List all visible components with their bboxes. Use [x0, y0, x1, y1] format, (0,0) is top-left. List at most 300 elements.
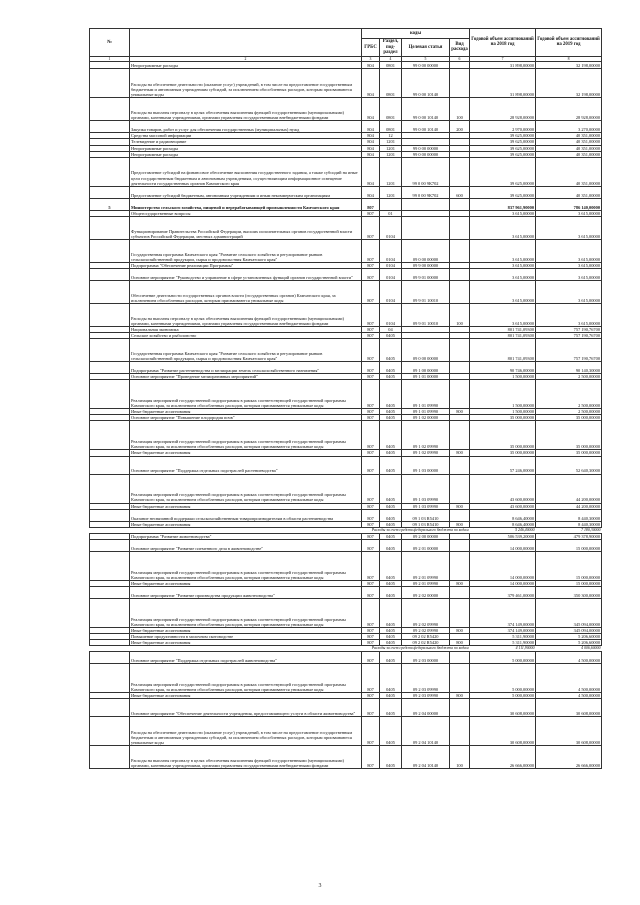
- cell-razdel: [380, 198, 402, 210]
- cell-name: Средства массовой информации: [130, 133, 362, 139]
- col-number: 5: [402, 56, 450, 62]
- table-row: [90, 198, 602, 210]
- cell-grbs: 807: [362, 333, 380, 339]
- cell-cst: 09 9 00 00000: [402, 262, 450, 268]
- cell-2018: 26 666,00000: [470, 746, 536, 769]
- cell-2018: 801 741,09300: [470, 339, 536, 362]
- cell-vr: 800: [450, 640, 470, 646]
- cell-razdel: 0104: [380, 216, 402, 239]
- cell-razdel: 0405: [380, 521, 402, 527]
- table-row: [90, 509, 602, 521]
- cell-name: Основное мероприятие "Развитие племенного дела в животноводстве": [130, 539, 362, 551]
- cell-vr: 800: [450, 693, 470, 699]
- cell-vr: 100: [450, 303, 470, 326]
- cell-vr: [450, 474, 470, 503]
- cell-num: [90, 746, 130, 769]
- cell-cst: 09 1 02 00000: [402, 415, 450, 421]
- cell-cst: 09 2 02 09990: [402, 627, 450, 633]
- cell-2018: 3 615,00000: [470, 280, 536, 303]
- cell-cst: 09 2 01 00000: [402, 539, 450, 551]
- cell-cst: 09 9 01 10010: [402, 303, 450, 326]
- cell-2018: 8 646,40000: [470, 521, 536, 527]
- cell-2019: 15 000,00000: [536, 580, 602, 586]
- cell-2019: 345 094,00000: [536, 627, 602, 633]
- col-number: 2: [130, 56, 362, 62]
- cell-razdel: 0405: [380, 339, 402, 362]
- cell-cst: 09 2 02 R5420: [402, 640, 450, 646]
- header-grbs: ГРБС: [362, 39, 380, 57]
- cell-cst: 09 9 01 10010: [402, 280, 450, 303]
- table-row: [90, 586, 602, 598]
- cell-2019: 30 608,00000: [536, 699, 602, 717]
- cell-grbs: 804: [362, 157, 380, 186]
- cell-cst: 99 0 00 10140: [402, 121, 450, 133]
- cell-grbs: 807: [362, 664, 380, 693]
- cell-cst: 09 2 04 10140: [402, 717, 450, 746]
- cell-grbs: 804: [362, 98, 380, 121]
- col-number: 4: [380, 56, 402, 62]
- cell-2018: 1 500,00000: [470, 374, 536, 380]
- cell-cst: 09 0 00 00000: [402, 339, 450, 362]
- cell-name: Подпрограмма "Обеспечение реализации Программы": [130, 262, 362, 268]
- cell-2019: 2 500,00000: [536, 409, 602, 415]
- cell-razdel: 0405: [380, 580, 402, 586]
- cell-2019: 757 190,76700: [536, 339, 602, 362]
- cell-num: [90, 303, 130, 326]
- header-cst: Целевая статья: [402, 39, 450, 57]
- cell-name: Основное мероприятие "Развитие производства продукции животноводства": [130, 586, 362, 598]
- cell-name: Основное мероприятие "Поддержка отдельных подотраслей животноводства": [130, 652, 362, 664]
- table-row: [90, 339, 602, 362]
- cell-num: [90, 456, 130, 474]
- cell-2018: 379 461,00000: [470, 586, 536, 598]
- table-row: [90, 216, 602, 239]
- cell-vr: 600: [450, 186, 470, 198]
- cell-2019: 5 206,60000: [536, 634, 602, 640]
- cell-grbs: 807: [362, 533, 380, 539]
- header-name: [130, 29, 362, 57]
- cell-name: Обеспечение деятельности государственных органов власти (государственных органов) Камчатского края, за исключением обособленных расходов, которым присваиваются уникальные коды: [130, 280, 362, 303]
- note-label: Расходы за счет средств федерального бюджета по кодам: [371, 527, 469, 532]
- table-row: [90, 551, 602, 580]
- cell-2018: 2 970,00000: [470, 121, 536, 133]
- cell-cst: 09 1 01 00000: [402, 374, 450, 380]
- cell-vr: [450, 598, 470, 627]
- cell-name: Расходы на обеспечение деятельности (оказание услуг) учреждений, в том числе на предоставление государственным бюджетным и автономным учреждениям субсидий, за исключением обособленных расходов, которым присваиваются уникальные коды: [130, 69, 362, 98]
- cell-name: Расходы на выплаты персоналу в целях обеспечения выполнения функций государственными (муниципальными) органами, казенными учреждениями, органами управления государственными внебюджетными фондами: [130, 746, 362, 769]
- cell-name: Иные бюджетные ассигнования: [130, 640, 362, 646]
- cell-num: [90, 509, 130, 521]
- cell-grbs: 807: [362, 598, 380, 627]
- cell-razdel: 0104: [380, 262, 402, 268]
- cell-cst: 99 0 00 9К702: [402, 186, 450, 198]
- cell-cst: 09 2 02 R5420: [402, 634, 450, 640]
- cell-vr: [450, 509, 470, 521]
- cell-grbs: 807: [362, 503, 380, 509]
- cell-vr: 800: [450, 521, 470, 527]
- cell-vr: 800: [450, 450, 470, 456]
- cell-cst: 09 2 02 00000: [402, 586, 450, 598]
- cell-name: Основное мероприятие "Поддержка отдельных подотраслей растениеводства": [130, 456, 362, 474]
- note-value-2018: 4 111,90000: [470, 646, 536, 652]
- cell-razdel: 0104: [380, 239, 402, 262]
- col-number: 8: [536, 56, 602, 62]
- cell-name: Иные бюджетные ассигнования: [130, 521, 362, 527]
- budget-table: [89, 28, 602, 769]
- cell-grbs: 807: [362, 551, 380, 580]
- cell-razdel: 0405: [380, 586, 402, 598]
- cell-grbs: 807: [362, 693, 380, 699]
- cell-grbs: 807: [362, 326, 380, 332]
- cell-cst: 09 1 01 09990: [402, 380, 450, 409]
- cell-2018: 5 000,00000: [470, 664, 536, 693]
- cell-razdel: 0405: [380, 539, 402, 551]
- cell-2019: 15 000,00000: [536, 539, 602, 551]
- cell-grbs: 807: [362, 216, 380, 239]
- table-row: [90, 717, 602, 746]
- cell-2018: 374 149,00000: [470, 627, 536, 633]
- cell-2019: 757 190,76700: [536, 333, 602, 339]
- cell-num: [90, 474, 130, 503]
- cell-cst: 09 1 03 R5410: [402, 521, 450, 527]
- cell-2019: 26 666,00000: [536, 746, 602, 769]
- cell-2019: 90 140,30000: [536, 362, 602, 374]
- cell-razdel: 0405: [380, 474, 402, 503]
- cell-2019: 15 000,00000: [536, 551, 602, 580]
- cell-cst: 09 2 04 00000: [402, 699, 450, 717]
- cell-num: [90, 98, 130, 121]
- cell-num: [90, 239, 130, 262]
- header-vr: Вид расхода: [450, 39, 470, 57]
- cell-2019: 8 440,30000: [536, 521, 602, 527]
- cell-cst: 09 9 01 00000: [402, 268, 450, 280]
- cell-2018: 1 500,00000: [470, 409, 536, 415]
- cell-2019: 3 615,00000: [536, 268, 602, 280]
- cell-cst: 09 0 00 00000: [402, 239, 450, 262]
- note-value-2018: 5 246,40000: [470, 527, 536, 533]
- cell-razdel: 1201: [380, 186, 402, 198]
- table-row: [90, 303, 602, 326]
- cell-cst: 09 1 01 09990: [402, 409, 450, 415]
- cell-2018: 43 600,00000: [470, 474, 536, 503]
- cell-2019: 40 351,00000: [536, 133, 602, 139]
- cell-vr: 100: [450, 746, 470, 769]
- cell-2019: 3 615,00000: [536, 262, 602, 268]
- cell-razdel: 0405: [380, 509, 402, 521]
- cell-cst: 99 0 00 9К702: [402, 157, 450, 186]
- cell-2018: 5 000,00000: [470, 652, 536, 664]
- cell-2018: 801 741,09300: [470, 333, 536, 339]
- cell-vr: 800: [450, 580, 470, 586]
- cell-2019: 40 351,00000: [536, 186, 602, 198]
- cell-grbs: 804: [362, 145, 380, 151]
- cell-2019: 4 500,00000: [536, 664, 602, 693]
- cell-name: Иные бюджетные ассигнования: [130, 627, 362, 633]
- cell-num: [90, 664, 130, 693]
- cell-grbs: 807: [362, 421, 380, 450]
- cell-grbs: 807: [362, 509, 380, 521]
- cell-razdel: 0405: [380, 664, 402, 693]
- cell-num: [90, 69, 130, 98]
- cell-name: Функционирование Правительства Российской Федерации, высших исполнительных органов государственной власти субъектов Российской Федерации, местных администраций: [130, 216, 362, 239]
- cell-razdel: 0405: [380, 746, 402, 769]
- cell-grbs: 807: [362, 303, 380, 326]
- cell-vr: [450, 268, 470, 280]
- table-row: [90, 239, 602, 262]
- cell-name: Иные бюджетные ассигнования: [130, 409, 362, 415]
- cell-name: Общегосударственные вопросы: [130, 210, 362, 216]
- cell-num: 5: [90, 198, 130, 210]
- cell-2018: 28 928,00000: [470, 98, 536, 121]
- table-body: [90, 62, 602, 769]
- cell-2018: 3 615,00000: [470, 239, 536, 262]
- cell-grbs: 807: [362, 746, 380, 769]
- cell-name: Реализация мероприятий государственной подпрограммы в рамках соответствующей государственной программы Камчатского края, за исключением обособленных расходов, которым присваиваются уникальные коды: [130, 474, 362, 503]
- cell-grbs: 807: [362, 717, 380, 746]
- header-codes: коды: [362, 29, 470, 39]
- cell-vr: 800: [450, 627, 470, 633]
- cell-razdel: 0405: [380, 598, 402, 627]
- table-row: [90, 746, 602, 769]
- cell-vr: [450, 239, 470, 262]
- cell-vr: 200: [450, 121, 470, 133]
- cell-razdel: 0405: [380, 374, 402, 380]
- cell-num: [90, 598, 130, 627]
- table-row: [90, 456, 602, 474]
- cell-name: Иные бюджетные ассигнования: [130, 503, 362, 509]
- cell-name: Закупка товаров, работ и услуг для обеспечения государственных (муниципальных) нужд: [130, 121, 362, 133]
- cell-vr: 800: [450, 409, 470, 415]
- cell-razdel: 0405: [380, 717, 402, 746]
- cell-num: [90, 62, 130, 69]
- cell-cst: [402, 216, 450, 239]
- cell-grbs: 807: [362, 362, 380, 374]
- cell-num: [90, 339, 130, 362]
- cell-grbs: 807: [362, 380, 380, 409]
- cell-name: Иные бюджетные ассигнования: [130, 580, 362, 586]
- table-row: [90, 280, 602, 303]
- col-number: 3: [362, 56, 380, 62]
- cell-2019: 35 000,00000: [536, 450, 602, 456]
- cell-2018: 3 615,00000: [470, 268, 536, 280]
- header-razdel: Раздел, под-раздел: [380, 39, 402, 57]
- cell-grbs: 807: [362, 262, 380, 268]
- cell-grbs: 804: [362, 69, 380, 98]
- cell-cst: 99 0 00 10140: [402, 98, 450, 121]
- cell-vr: 100: [450, 98, 470, 121]
- cell-razdel: 0405: [380, 640, 402, 646]
- table-row: [90, 380, 602, 409]
- cell-2018: 30 608,00000: [470, 717, 536, 746]
- cell-grbs: 807: [362, 374, 380, 380]
- cell-name: Расходы на выплаты персоналу в целях обеспечения выполнения функций государственными (муниципальными) органами, казенными учреждениями, органами управления государственными внебюджетными фондами: [130, 98, 362, 121]
- cell-cst: 99 0 00 00000: [402, 145, 450, 151]
- budget-page: [89, 28, 601, 769]
- cell-2019: 32 198,00000: [536, 69, 602, 98]
- page-number: 3: [318, 883, 322, 889]
- cell-razdel: 0405: [380, 456, 402, 474]
- cell-grbs: 807: [362, 539, 380, 551]
- cell-name: Оказание несвязанной поддержки сельскохозяйственным товаропроизводителям в области растениеводства: [130, 509, 362, 521]
- cell-cst: 09 2 03 09990: [402, 693, 450, 699]
- cell-grbs: 807: [362, 586, 380, 598]
- cell-num: [90, 362, 130, 374]
- cell-2018: 39 625,00000: [470, 145, 536, 151]
- cell-2019: 35 000,00000: [536, 415, 602, 421]
- cell-razdel: 0405: [380, 362, 402, 374]
- cell-2019: 3 615,00000: [536, 216, 602, 239]
- cell-name: Основное мероприятие "Проведение мелиоративных мероприятий": [130, 374, 362, 380]
- cell-vr: [450, 69, 470, 98]
- cell-grbs: 807: [362, 627, 380, 633]
- cell-name: Предоставление субсидий бюджетным, автономным учреждениям и иным некоммерческим организациям: [130, 186, 362, 198]
- cell-cst: 09 1 03 R5410: [402, 509, 450, 521]
- cell-cst: 09 1 02 09990: [402, 450, 450, 456]
- cell-grbs: 807: [362, 699, 380, 717]
- cell-2019: 32 198,00000: [536, 62, 602, 69]
- cell-cst: 09 2 02 09990: [402, 598, 450, 627]
- cell-2019: 3 615,00000: [536, 303, 602, 326]
- table-row: [90, 652, 602, 664]
- table-row: [90, 664, 602, 693]
- cell-razdel: 0405: [380, 652, 402, 664]
- cell-razdel: 0405: [380, 699, 402, 717]
- cell-num: [90, 280, 130, 303]
- cell-2018: 31 898,00000: [470, 69, 536, 98]
- cell-name: Основное мероприятие "Повышение плодородия почв": [130, 415, 362, 421]
- table-row: [90, 157, 602, 186]
- cell-razdel: 0405: [380, 551, 402, 580]
- cell-cst: 09 2 00 00000: [402, 533, 450, 539]
- cell-2018: 14 000,00000: [470, 539, 536, 551]
- cell-name: Подпрограмма "Развитие животноводства": [130, 533, 362, 539]
- cell-razdel: 0801: [380, 69, 402, 98]
- cell-num: [90, 186, 130, 198]
- cell-cst: 09 2 01 09990: [402, 551, 450, 580]
- cell-2019: 40 351,00000: [536, 151, 602, 157]
- cell-2019: 4 500,00000: [536, 693, 602, 699]
- cell-razdel: 0405: [380, 634, 402, 640]
- cell-2018: 1 500,00000: [470, 380, 536, 409]
- cell-2018: 35 000,00000: [470, 415, 536, 421]
- cell-vr: [450, 216, 470, 239]
- cell-vr: [450, 551, 470, 580]
- cell-grbs: 804: [362, 121, 380, 133]
- cell-2019: 345 094,00000: [536, 598, 602, 627]
- cell-grbs: 807: [362, 339, 380, 362]
- cell-2019: 30 608,00000: [536, 717, 602, 746]
- cell-grbs: 804: [362, 139, 380, 145]
- cell-2018: 5 311,90000: [470, 634, 536, 640]
- cell-grbs: 807: [362, 580, 380, 586]
- cell-razdel: 0801: [380, 62, 402, 69]
- col-number: 6: [450, 56, 470, 62]
- cell-2018: 39 625,00000: [470, 139, 536, 145]
- note-value-2019: 7 180,30000: [536, 527, 602, 533]
- cell-num: [90, 380, 130, 409]
- cell-name: Основное мероприятие "Руководство и управление в сфере установленных функций органов государственной власти": [130, 268, 362, 280]
- cell-grbs: 807: [362, 474, 380, 503]
- cell-2019: 3 270,00000: [536, 121, 602, 133]
- cell-name: Реализация мероприятий государственной подпрограммы в рамках соответствующей государственной программы Камчатского края, за исключением обособленных расходов, которым присваиваются уникальные коды: [130, 598, 362, 627]
- cell-name: Реализация мероприятий государственной подпрограммы в рамках соответствующей государственной программы Камчатского края, за исключением обособленных расходов, которым присваиваются уникальные коды: [130, 421, 362, 450]
- note-value-2019: 4 006,60000: [536, 646, 602, 652]
- cell-2018: 5 311,90000: [470, 640, 536, 646]
- cell-cst: 09 1 03 00000: [402, 456, 450, 474]
- cell-name: Министерство сельского хозяйства, пищевой и перерабатывающей промышленности Камчатского края: [130, 198, 362, 210]
- cell-2019: 350 300,00000: [536, 586, 602, 598]
- cell-vr: [450, 539, 470, 551]
- table-row: [90, 98, 602, 121]
- cell-2019: 5 206,60000: [536, 640, 602, 646]
- cell-grbs: 807: [362, 634, 380, 640]
- cell-name: Непрограммные расходы: [130, 62, 362, 69]
- cell-num: [90, 539, 130, 551]
- cell-vr: [450, 652, 470, 664]
- cell-name: Сельское хозяйство и рыболовство: [130, 333, 362, 339]
- cell-razdel: 0801: [380, 121, 402, 133]
- cell-cst: 09 2 04 10140: [402, 746, 450, 769]
- cell-vr: [450, 421, 470, 450]
- cell-vr: [450, 157, 470, 186]
- table-row: [90, 62, 602, 69]
- cell-cst: 09 1 02 09990: [402, 421, 450, 450]
- cell-name: Непрограммные расходы: [130, 145, 362, 151]
- cell-razdel: 1201: [380, 145, 402, 151]
- cell-grbs: 804: [362, 62, 380, 69]
- cell-2018: 31 898,00000: [470, 62, 536, 69]
- cell-2018: 14 000,00000: [470, 551, 536, 580]
- table-row: [90, 598, 602, 627]
- cell-2019: 786 140,00000: [536, 198, 602, 210]
- cell-2018: 39 625,00000: [470, 157, 536, 186]
- cell-cst: 99 0 00 10140: [402, 69, 450, 98]
- cell-num: [90, 699, 130, 717]
- cell-num: [90, 652, 130, 664]
- cell-vr: [450, 717, 470, 746]
- cell-name: Расходы на выплаты персоналу в целях обеспечения выполнения функций государственными (муниципальными) органами, казенными учреждениями, органами управления государственными внебюджетными фондами: [130, 303, 362, 326]
- cell-2019: 3 615,00000: [536, 280, 602, 303]
- cell-name: Реализация мероприятий государственной подпрограммы в рамках соответствующей государственной программы Камчатского края, за исключением обособленных расходов, которым присваиваются уникальные коды: [130, 380, 362, 409]
- cell-name: Основное мероприятие "Обеспечение деятельности учреждения, предоставляющего услуги в области животноводства": [130, 699, 362, 717]
- cell-razdel: 0405: [380, 380, 402, 409]
- cell-2018: 39 625,00000: [470, 186, 536, 198]
- cell-num: [90, 586, 130, 598]
- cell-razdel: 0405: [380, 409, 402, 415]
- cell-2019: 44 200,00000: [536, 503, 602, 509]
- cell-vr: [450, 280, 470, 303]
- cell-vr: [450, 339, 470, 362]
- cell-name: Государственная программа Камчатского края "Развитие сельского хозяйства и регулирование рынков сельскохозяйственной продукции, сырья и продовольствия Камчатского края": [130, 339, 362, 362]
- cell-2019: 3 615,00000: [536, 210, 602, 216]
- cell-grbs: 807: [362, 640, 380, 646]
- cell-2018: 3 615,00000: [470, 216, 536, 239]
- cell-razdel: 0405: [380, 333, 402, 339]
- cell-razdel: 04: [380, 326, 402, 332]
- cell-razdel: 0405: [380, 415, 402, 421]
- table-row: [90, 362, 602, 374]
- cell-grbs: 807: [362, 280, 380, 303]
- cell-name: Иные бюджетные ассигнования: [130, 693, 362, 699]
- header-2019: Годовой объем ассигнований на 2019 год: [536, 29, 602, 57]
- cell-2019: 8 440,30000: [536, 509, 602, 521]
- cell-razdel: 0405: [380, 421, 402, 450]
- cell-razdel: 0405: [380, 450, 402, 456]
- cell-2018: 57 246,00000: [470, 456, 536, 474]
- cell-2018: 39 625,00000: [470, 151, 536, 157]
- cell-cst: 09 1 03 09990: [402, 474, 450, 503]
- col-number: 7: [470, 56, 536, 62]
